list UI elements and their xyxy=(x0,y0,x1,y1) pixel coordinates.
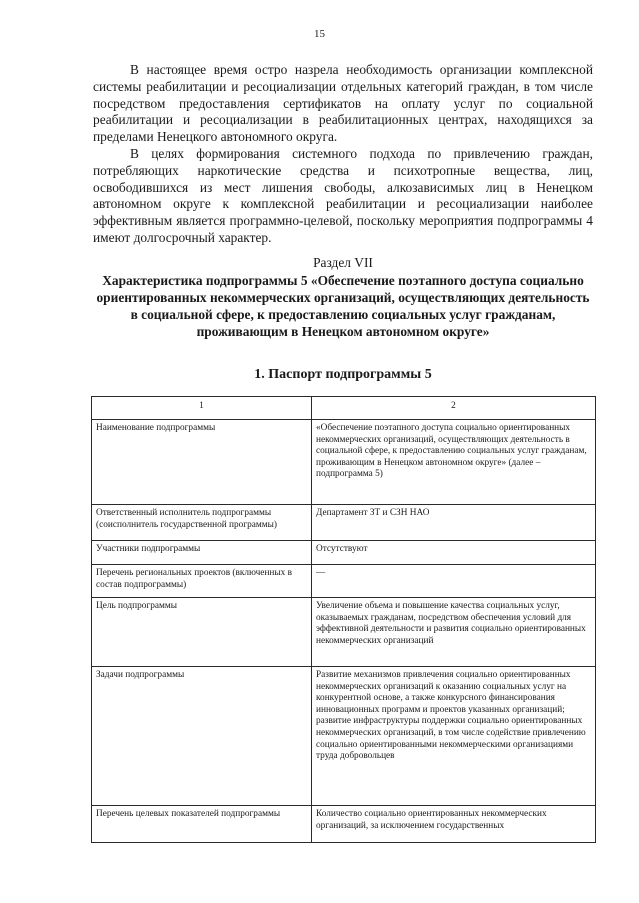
row-label: Перечень региональных проектов (включенных в состав подпрограммы) xyxy=(92,565,312,598)
table-row xyxy=(92,667,596,806)
table-row xyxy=(92,541,596,565)
column-header: 2 xyxy=(312,397,596,420)
paragraph-reform-need: В настоящее время остро назрела необходимость организации комплексной системы реабилитации и ресоциализации отдельных категорий граждан, в том числе посредством предоставления сертификатов на оплату услуг по социальной реабилитации и ресоциализации в реабилитационных центрах, находящихся за пределами Ненецкого автономного округа. xyxy=(93,62,593,145)
row-value: Развитие механизмов привлечения социально ориентированных некоммерческих организаций к оказанию социальных услуг на конкурентной основе, а также конкурсного финансирования инновационных программ и проектов указанных организаций; развитие инфраструктуры поддержки социально ориентированных некоммерческих организаций, в том числе содействие привлечению социально ориентированными некоммерческими организациями труда добровольцев xyxy=(312,667,596,806)
section-heading: Характеристика подпрограммы 5 «Обеспечение поэтапного доступа социально ориентированных некоммерческих организаций, осуществляющих деятельность в социальной сфере, к предоставлению социальных услуг гражданам, проживающим в Ненецком автономном округе» xyxy=(96,273,590,339)
table-header-row xyxy=(92,397,596,420)
table-row xyxy=(92,806,596,843)
page-number: 15 xyxy=(314,28,325,40)
passport-title: 1. Паспорт подпрограммы 5 xyxy=(254,367,432,382)
table-row xyxy=(92,565,596,598)
passport-table xyxy=(91,396,596,843)
paragraph-systemic-approach: В целях формирования системного подхода по привлечению граждан, потребляющих наркотические средства и психотропные вещества, лиц, освободившихся из мест лишения свободы, алкозависимых лиц в Ненецком автономном округе к комплексной реабилитации и ресоциализации наиболее эффективным является программно-целевой, поскольку мероприятия подпрограммы 4 имеют долгосрочный характер. xyxy=(93,146,593,245)
column-header: 1 xyxy=(92,397,312,420)
table-row xyxy=(92,505,596,541)
row-value: — xyxy=(312,565,596,598)
row-value: Отсутствуют xyxy=(312,541,596,565)
row-label: Цель подпрограммы xyxy=(92,598,312,667)
section-label: Раздел VII xyxy=(313,255,373,270)
row-label: Наименование подпрограммы xyxy=(92,420,312,505)
table-row xyxy=(92,598,596,667)
row-label: Задачи подпрограммы xyxy=(92,667,312,806)
row-value: «Обеспечение поэтапного доступа социально ориентированных некоммерческих организаций, осуществляющих деятельность в социальной сфере, к предоставлению социальных услуг гражданам, проживающим в Ненецком автономном округе» (далее – подпрограмма 5) xyxy=(312,420,596,505)
table-row xyxy=(92,420,596,505)
row-label: Участники подпрограммы xyxy=(92,541,312,565)
row-label: Перечень целевых показателей подпрограммы xyxy=(92,806,312,843)
row-value: Увеличение объема и повышение качества социальных услуг, оказываемых гражданам, посредством обеспечения условий для эффективной деятельности и развития социально ориентированных некоммерческих организаций xyxy=(312,598,596,667)
row-value: Департамент ЗТ и СЗН НАО xyxy=(312,505,596,541)
row-value: Количество социально ориентированных некоммерческих организаций, за исключением государственных xyxy=(312,806,596,843)
row-label: Ответственный исполнитель подпрограммы (соисполнитель государственной программы) xyxy=(92,505,312,541)
